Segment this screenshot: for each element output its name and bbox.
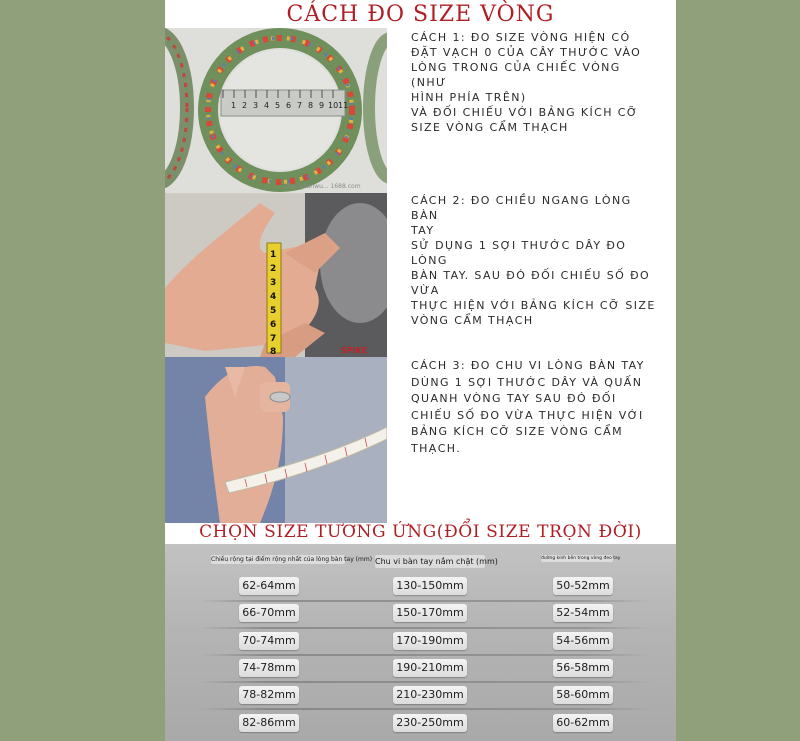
ruler-number: 5 xyxy=(275,101,281,110)
method-line: HÌNH PHÍA TRÊN) xyxy=(411,91,527,104)
size-table-title: CHỌN SIZE TƯƠNG ỨNG(ĐỔI SIZE TRỌN ĐỜI) xyxy=(199,522,642,542)
tape-number: 5 xyxy=(270,306,277,316)
photo-watermark: changlianwu... 1688.com xyxy=(285,183,361,190)
table-cell: 52-54mm xyxy=(553,604,613,622)
table-cell: 66-70mm xyxy=(239,604,299,622)
ruler-number: 9 xyxy=(319,101,325,110)
table-cell: 150-170mm xyxy=(393,604,467,622)
row-divider xyxy=(199,627,651,629)
tape-number: 6 xyxy=(270,320,277,330)
ruler-number: 10 xyxy=(328,101,339,110)
method-line: DÙNG 1 SỢI THƯỚC DÂY VÀ QUẤN xyxy=(411,375,643,389)
photo-watermark: SPIKE xyxy=(341,346,368,355)
ruler-number: 2 xyxy=(242,101,248,110)
ruler-number: 3 xyxy=(253,101,259,110)
method-line: CHIẾU SỐ ĐO VỪA THỰC HIỆN VỚI xyxy=(411,408,644,422)
table-cell: 170-190mm xyxy=(393,632,467,650)
table-cell: 58-60mm xyxy=(553,686,613,704)
ruler-number: 4 xyxy=(264,101,270,110)
size-guide-panel xyxy=(165,0,676,741)
row-divider xyxy=(199,681,651,683)
method-line: QUANH VÒNG TAY SAU ĐÓ ĐỐI xyxy=(411,392,617,405)
table-cell: 62-64mm xyxy=(239,577,299,595)
ruler-number: 11 xyxy=(338,101,349,110)
table-cell: 54-56mm xyxy=(553,632,613,650)
column-header-inner-diameter: đường kính bên trong vòng đeo tay xyxy=(541,556,621,561)
method-line: BẢNG KÍCH CỠ SIZE VÒNG CẨM xyxy=(411,425,623,438)
method-line: CÁCH 1: ĐO SIZE VÒNG HIỆN CÓ xyxy=(411,31,631,44)
column-header-palm-width: Chiều rộng tại điểm rộng nhất của lòng bàn tay (mm) xyxy=(211,556,373,563)
bangle-ruler-photo xyxy=(165,28,387,193)
table-cell: 190-210mm xyxy=(393,659,467,677)
tape-number: 2 xyxy=(270,264,277,274)
table-cell: 230-250mm xyxy=(393,714,467,732)
table-cell: 60-62mm xyxy=(553,714,613,732)
size-table xyxy=(165,544,676,741)
method-line: BÀN TAY. SAU ĐÓ ĐỐI CHIẾU SỐ ĐO VỪA xyxy=(411,269,651,297)
ruler-number: 1 xyxy=(231,101,237,110)
row-divider xyxy=(199,600,651,602)
table-cell: 82-86mm xyxy=(239,714,299,732)
left-background xyxy=(0,0,165,741)
hand-circumference-photo xyxy=(165,357,387,523)
method-2-text xyxy=(411,193,661,328)
method-line: ĐẶT VẠCH 0 CỦA CÂY THƯỚC VÀO xyxy=(411,46,642,59)
table-cell: 50-52mm xyxy=(553,577,613,595)
method-line: THẠCH. xyxy=(411,441,462,455)
table-cell: 78-82mm xyxy=(239,686,299,704)
method-line: SỬ DỤNG 1 SỢI THƯỚC DÂY ĐO LÒNG xyxy=(411,239,627,267)
ruler-number: 6 xyxy=(286,101,292,110)
page-title: CÁCH ĐO SIZE VÒNG xyxy=(286,2,555,27)
method-line: SIZE VÒNG CẨM THẠCH xyxy=(411,121,569,134)
table-cell: 130-150mm xyxy=(393,577,467,595)
method-line: LÒNG TRONG CỦA CHIẾC VÒNG (NHƯ xyxy=(411,61,621,89)
method-line: CÁCH 2: ĐO CHIỀU NGANG LÒNG BÀN xyxy=(411,194,632,222)
table-cell: 74-78mm xyxy=(239,659,299,677)
tape-number: 4 xyxy=(270,292,277,302)
ruler-number: 8 xyxy=(308,101,314,110)
table-cell: 70-74mm xyxy=(239,632,299,650)
method-line: VÀ ĐỐI CHIẾU VỚI BẢNG KÍCH CỠ xyxy=(411,106,639,119)
right-background xyxy=(676,0,800,741)
ruler-number: 7 xyxy=(297,101,303,110)
method-line: THỰC HIỆN VỚI BẢNG KÍCH CỠ SIZE xyxy=(411,299,656,312)
method-line: VÒNG CẨM THẠCH xyxy=(411,314,534,327)
tape-number: 3 xyxy=(270,278,277,288)
method-1-text xyxy=(411,30,661,135)
tape-number: 7 xyxy=(270,334,277,344)
palm-width-photo xyxy=(165,193,387,357)
table-cell: 210-230mm xyxy=(393,686,467,704)
column-header-fist-circumference: Chu vi bàn tay nắm chặt (mm) xyxy=(375,557,498,566)
method-line: CÁCH 3: ĐO CHU VI LÒNG BÀN TAY xyxy=(411,359,645,372)
method-line: TAY xyxy=(411,224,435,237)
row-divider xyxy=(199,708,651,710)
table-cell: 56-58mm xyxy=(553,659,613,677)
table-row xyxy=(165,714,676,740)
method-3-text xyxy=(411,358,661,457)
row-divider xyxy=(199,654,651,656)
tape-number: 1 xyxy=(270,250,277,260)
tape-number: 8 xyxy=(270,347,277,357)
